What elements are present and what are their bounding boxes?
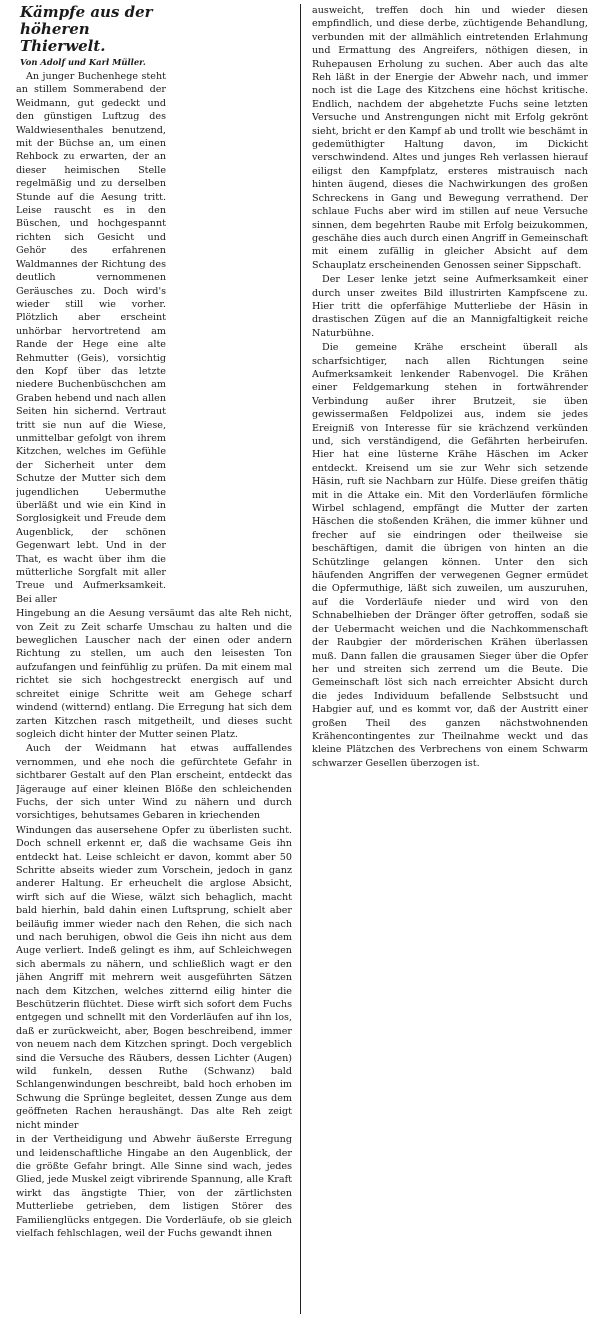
- paragraph-aesung: Hingebung an die Aesung versäumt das alte Reh nicht, von Zeit zu Zeit scharfe Umschau zu halten und die beweglichen Lauscher nach der einen oder andern Richtung zu stellen, um auch den leisesten Ton aufzufangen und feinfühlig zu prüfen. Da mit einem mal richtet sie sich hochgestreckt energisch auf und schreitet einige Schritte weit am Gehege scharf windend (witternd) entlang. Die Erregung hat sich dem zarten Kitzchen rasch mitgetheilt, und dieses sucht sogleich dicht hinter der Mutter seinen Platz.: [16, 608, 292, 740]
- article-byline: Von Adolf und Karl Müller.: [20, 57, 146, 67]
- paragraph-intro: An junger Buchenhege steht an stillem Sommerabend der Weidmann, gut gedeckt und den günstigen Luftzug des Waldwiesenthales benutzend, mit der Büchse an, um einen Rehbock zu erwarten, der an dieser heimischen Stelle regelmäßig und zu derselben Stunde auf die Aesung tritt. Leise rauscht es in den Büschen, und hochgespannt richten sich Gesicht und Gehör des erfahrenen Waldmannes der Richtung des deutlich vernommenen Geräusches zu. Doch wird's wieder still wie vorher. Plötzlich aber erscheint unhörbar hervortretend am Rande der Hege eine alte Rehmutter (Geis), vorsichtig den Kopf über das letzte niedere Buchenbüschchen am Graben hebend und nach allen Seiten hin sichernd. Vertraut tritt sie nun auf die Wiese, unmittelbar gefolgt von ihrem Kitzchen, welches im Gefühle der Sicherheit unter dem Schutze der Mutter sich dem jugendlichen Uebermuthe überläßt und wie ein Kind in Sorglosigkeit und Freude dem Augenblick, der schönen Gegenwart lebt. Und in der That, es wacht über ihm die mütterliche Sorgfalt mit aller Treue und Aufmerksamkeit. Bei aller: [16, 71, 166, 605]
- right-column: [312, 4, 588, 834]
- paragraph-fuchs-inset: Windungen das ausersehene Opfer zu überlisten sucht. Doch schnell erkennt er, daß die wachsame Geis ihn entdeckt hat. Leise schleicht er davon, kommt aber 50 Schritte abseits wieder zum Vorschein, jedoch in ganz anderer Haltung. Er erheuchelt die arglose Absicht, wirft sich auf die Wiese, wälzt sich behaglich, macht bald hierhin, bald dahin einen Luftsprung, schielt aber beiläufig immer wieder nach den Rehen, die sich nach und nach beruhigen, obwol die Geis ihn nicht aus dem Auge verliert. Indeß gelingt es ihm, auf Schleichwegen sich abermals zu nähern, und schließlich wagt er den jähen Angriff mit mehrern weit ausgeführten Sätzen nach dem Kitzchen, welches zitternd eilig hinter die Beschützerin flüchtet. Diese wirft sich sofort dem Fuchs entgegen und schnellt mit den Vorderläufen auf ihn los, daß er zurückweicht, aber, Bogen beschreibend, immer von neuem nach dem Kitzchen springt. Doch vergeblich sind die Versuche des Räubers, dessen Lichter (Augen) wild funkeln, dessen Ruthe (Schwanz) bald Schlangenwindungen beschreibt, bald hoch erhoben im Schwung die Sprünge begleitet, dessen Zunge aus dem geöffneten Rachen heraushängt. Das alte Reh zeigt nicht minder: [16, 824, 292, 1131]
- paragraph-zweites-bild: Der Leser lenke jetzt seine Aufmerksamkeit einer durch unser zweites Bild illustrirten Kampfscene zu. Hier tritt die opferfähige Mutterliebe der Häsin in drastischen Zügen auf die an Mannigfaltigkeit reiche Naturbühne.: [312, 274, 588, 339]
- paragraph-weidmann: Auch der Weidmann hat etwas auffallendes vernommen, und ehe noch die gefürchtete Gefahr in sichtbarer Gestalt auf den Plan erscheint, entdeckt das Jägerauge auf einer kleinen Blöße den schleichenden Fuchs, der sich unter Wind zu nähern und durch vorsichtiges, behutsames Gebaren in kriechenden: [16, 743, 292, 822]
- paragraph-kraehe: Die gemeine Krähe erscheint überall als scharfsichtiger, nach allen Richtungen seine Aufmerksamkeit lenkender Rabenvogel. Die Krähen einer Feldgemarkung stehen in fortwährender Verbindung außer ihrer Brutzeit, sie üben gewissermaßen Feldpolizei aus, indem sie jedes Ereigniß von Interesse für sie krächzend verkünden und, sich verständigend, die Gefährten herbeirufen. Hier hat eine lüsterne Krähe Häschen im Acker entdeckt. Kreisend um sie zur Wehr sich setzende Häsin, ruft sie Nachbarn zur Hülfe. Diese greifen thätig mit in die Attake ein. Mit den Vorderläufen förmliche Wirbel schlagend, empfängt die Mutter der zarten Häschen die stoßenden Krähen, die immer kühner und frecher auf sie eindringen oder theilweise sie beschäftigen, damit die übrigen von hinten an die Schützlinge gelangen können. Unter den sich häufenden Angriffen der verwegenen Gegner ermüdet die Opfermuthige, läßt sich zuweilen, um auszuruhen, auf die Vorderläufe nieder und wird von den Schnabelhieben der Dränger öfter getroffen, sodaß sie der Uebermacht weichen und die Nachkommenschaft der Raubgier der mörderischen Krähen überlassen muß. Dann fallen die grausamen Sieger über die Opfer her und streiten sich zerrend um die Beute. Die Gemeinschaft löst sich nach erreichter Absicht durch die jedes Individuum befallende Selbstsucht und Habgier auf, und es kommt vor, daß der Austritt einer großen Theil des ganzen nächstwohnenden Krähencontingentes zur Theilnahme weckt und das kleine Plätzchen des Verbrechens von einem Schwarm schwarzer Gesellen überzogen ist.: [312, 342, 588, 769]
- left-column: [16, 4, 292, 1316]
- column-divider: [300, 4, 301, 1314]
- paragraph-kampfende: ausweicht, treffen doch hin und wieder diesen empfindlich, und diese derbe, züchtigende Behandlung, verbunden mit der allmählich eintretenden Erlahmung und Ermattung des Angreifers, nöthigen diesen, in Ruhepausen Erholung zu suchen. Aber auch das alte Reh läßt in der Energie der Abwehr nach, und immer noch ist die Lage des Kitzchens eine höchst kritische. Endlich, nachdem der abgehetzte Fuchs seine letzten Versuche und Anstrengungen nicht mit Erfolg gekrönt sieht, bricht er den Kampf ab und trollt wie beschämt in gedemüthigter Haltung davon, im Dickicht verschwindend. Altes und junges Reh verlassen hierauf eiligst den Kampfplatz, ersteres mistrauisch nach hinten äugend, dieses die Nachwirkungen des großen Schreckens in Gang und Bewegung verrathend. Der schlaue Fuchs aber wird im stillen auf neue Versuche sinnen, dem begehrten Raube mit Erfolg beizukommen, geschähe dies auch durch einen Angriff in Gemeinschaft mit einem zufällig in gleicher Absicht auf dem Schauplatz erscheinenden Genossen seiner Sippschaft.: [312, 5, 588, 271]
- article-title: Kämpfe aus der höheren Thierwelt.: [20, 4, 153, 55]
- paragraph-vertheidigung: in der Vertheidigung und Abwehr äußerste Erregung und leidenschaftliche Hingabe an den Augenblick, der die größte Gefahr bringt. Alle Sinne sind wach, jedes Glied, jede Muskel zeigt vibrirende Spannung, alle Kraft wirkt das ängstigte Thier, von der zärtlichsten Mutterliebe getrieben, dem listigen Störer des Familienglücks entgegen. Die Vorderläufe, ob sie gleich vielfach fehlschlagen, weil der Fuchs gewandt ihnen: [16, 1134, 292, 1239]
